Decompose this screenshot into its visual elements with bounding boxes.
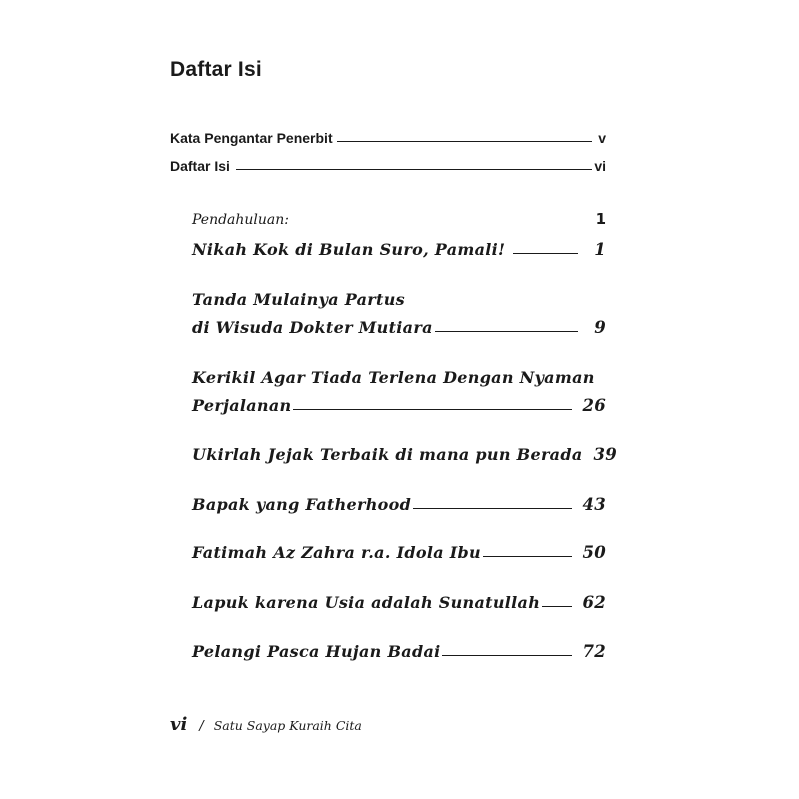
toc-page-number: 1	[594, 240, 606, 259]
dot-leader	[413, 508, 572, 509]
toc-entry-title: Perjalanan	[192, 396, 292, 415]
dot-leader	[483, 556, 572, 557]
dot-leader	[513, 253, 578, 254]
toc-page-number: vi	[594, 158, 606, 174]
toc-page-number: 62	[582, 593, 606, 612]
toc-entry-chapter-8[interactable]	[192, 642, 606, 661]
toc-entry-pendahuluan[interactable]	[192, 210, 606, 228]
toc-entry-chapter-4[interactable]	[192, 445, 618, 464]
toc-page-number: 43	[582, 495, 606, 514]
toc-entry-title: Nikah Kok di Bulan Suro, Pamali!	[192, 240, 506, 259]
toc-page-number: 72	[582, 642, 606, 661]
toc-entry-chapter-2-line-1[interactable]: Tanda Mulainya Partus	[192, 290, 405, 309]
toc-entry-daftar-isi[interactable]	[170, 158, 606, 174]
toc-entry-chapter-3-line-1[interactable]: Kerikil Agar Tiada Terlena Dengan Nyaman	[192, 368, 595, 387]
toc-page-number: 9	[594, 318, 606, 337]
toc-entry-title: Pelangi Pasca Hujan Badai	[192, 642, 441, 661]
dot-leader	[435, 331, 578, 332]
dot-leader	[236, 169, 592, 170]
toc-entry-chapter-5[interactable]	[192, 495, 606, 514]
dot-leader	[293, 409, 572, 410]
footer-separator: /	[199, 719, 204, 734]
toc-page-number: 1	[595, 210, 606, 228]
toc-entry-title: Kata Pengantar Penerbit	[170, 130, 333, 146]
dot-leader	[337, 141, 593, 142]
toc-entry-title: di Wisuda Dokter Mutiara	[192, 318, 433, 337]
page-footer	[170, 714, 362, 735]
toc-page-number: 50	[582, 543, 606, 562]
page-title: Daftar Isi	[170, 58, 262, 81]
toc-entry-chapter-7[interactable]	[192, 593, 606, 612]
toc-page-number: 39	[593, 445, 618, 464]
toc-entry-chapter-6[interactable]	[192, 543, 606, 562]
toc-entry-title: Pendahuluan:	[192, 212, 290, 228]
folio-page-number: vi	[170, 714, 188, 735]
toc-entry-title: Bapak yang Fatherhood	[192, 495, 412, 514]
toc-entry-chapter-1[interactable]	[192, 240, 606, 259]
toc-page-number: v	[598, 130, 606, 146]
toc-entry-title: Lapuk karena Usia adalah Sunatullah	[192, 593, 541, 612]
dot-leader	[442, 655, 572, 656]
toc-entry-title: Daftar Isi	[170, 158, 230, 174]
toc-entry-title: Fatimah Az Zahra r.a. Idola Ibu	[192, 543, 481, 562]
toc-entry-chapter-3[interactable]	[192, 396, 606, 415]
toc-entry-title: Ukirlah Jejak Terbaik di mana pun Berada	[192, 445, 583, 464]
toc-entry-kata-pengantar[interactable]	[170, 130, 606, 146]
toc-page-number: 26	[582, 396, 606, 415]
toc-entry-chapter-2[interactable]	[192, 318, 606, 337]
dot-leader	[542, 606, 572, 607]
running-book-title: Satu Sayap Kuraih Cita	[213, 718, 362, 733]
